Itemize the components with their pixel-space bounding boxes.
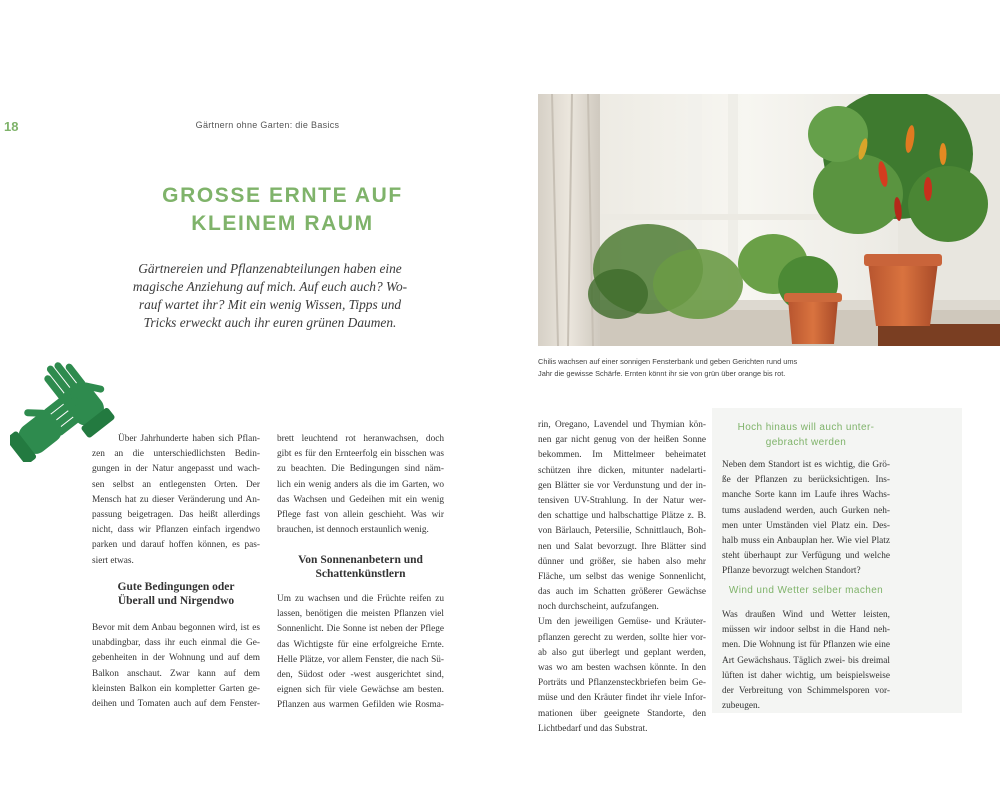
intro-line: Tricks erweckt auch ihr euren grünen Daumen. xyxy=(143,315,397,330)
text-line: gungen in der Natur angepasst und wach- xyxy=(92,464,260,475)
text-line: Um zu wachsen und die Früchte reifen zu xyxy=(277,594,444,604)
text-line: deihen und Tomaten auch auf dem Fenster- xyxy=(92,698,260,709)
sidebar-heading-weather xyxy=(722,583,890,598)
text-line: bekommen. Im Mittelmeer beheimatet xyxy=(538,450,706,461)
text-line: men. Die Wohnung ist für Pflanzen wie eine xyxy=(722,640,890,651)
text-line: gibt es für den Ernteerfolg ein bisschen was xyxy=(277,449,444,460)
photo-caption xyxy=(538,356,918,380)
text-line: müssen wir indoor selbst in die Hand neh- xyxy=(722,625,890,636)
page-title xyxy=(95,182,470,238)
text-line: men unter Umständen viel Platz ein. Des- xyxy=(722,520,890,531)
subheading-conditions xyxy=(92,580,260,608)
text-line: das Wachsen und Gedeihen mit ein wenig xyxy=(277,494,444,505)
text-line: brauchen, ist dennoch erstaunlich wenig. xyxy=(277,525,429,536)
text-line: Balkon anschaut. Zwar kann auf dem xyxy=(92,668,260,679)
text-line: zu beachten. Die Bedingungen sind näm- xyxy=(277,464,444,475)
sidebar-heading-line: Wind und Wetter selber machen xyxy=(728,585,884,596)
text-line: rin, Oregano, Lavendel und Thymian kön- xyxy=(538,420,706,430)
text-line: nen gar nicht genug von der heißen Sonne xyxy=(538,435,706,446)
title-line: KLEINEM RAUM xyxy=(191,212,374,235)
text-line: Porträts und Pflanzensteckbriefen beim Ge- xyxy=(538,678,706,689)
text-line: lassen, benötigen die meisten Pflanzen viel xyxy=(277,609,444,620)
caption-line: Jahr die gewisse Schärfe. Ernten könnt ihr sie von grün über orange bis rot. xyxy=(538,369,786,378)
text-line: pflanzen gerecht zu werden, sollte hier vor- xyxy=(538,632,706,643)
text-line: Pflanzen aus warmen Gefilden wie Rosma- xyxy=(277,700,444,711)
text-line: Um den jeweiligen Gemüse- und Kräuter- xyxy=(538,617,706,628)
text-line: mationen über geeignete Standorte, den xyxy=(538,708,706,719)
text-line: Über Jahrhunderte haben sich Pflan- xyxy=(118,434,260,444)
text-line: Fläche, um selbst das wenige Sonnenlicht, xyxy=(538,571,706,582)
subheading-line: Schattenkünstlern xyxy=(315,568,406,580)
text-line: das auch im Schatten größerer Gewächse xyxy=(538,587,706,598)
body-column-1b xyxy=(92,621,260,712)
text-line: gebenheiten in der Wohnung und auf dem xyxy=(92,653,260,664)
text-line: brett leuchtend rot heranwachsen, doch xyxy=(277,434,444,444)
page-number: 18 xyxy=(4,119,19,134)
text-line: unabdingbar, dass ihr euch einmal die Ge- xyxy=(92,638,260,649)
text-line: tums ausladend werden, auch Gurken neh- xyxy=(722,505,890,516)
sidebar-heading-height xyxy=(722,420,890,450)
text-line: sen selbst an entlegensten Orten. Der xyxy=(92,479,260,490)
body-column-3 xyxy=(538,418,706,737)
text-line: steht überhaupt zur Verfügung und welche xyxy=(722,551,890,562)
chili-window-photo xyxy=(538,94,1000,346)
text-line: Sonnenlicht. Die Sonne ist neben der Pflege xyxy=(277,624,444,635)
text-line: der Verbreitung von Schimmelsporen vor- xyxy=(722,685,890,696)
intro-line: Gärtnereien und Pflanzenabteilungen haben eine xyxy=(138,261,402,276)
text-line: halb muss ein Anbauplan her. Wie viel Platz xyxy=(722,535,890,546)
text-line: kleinsten Balkon ein kompletter Garten ge- xyxy=(92,683,260,694)
text-line: dünner und größer, sie haben also mehr xyxy=(538,556,706,567)
body-column-1 xyxy=(92,432,260,569)
text-line: müse und den Kräuter findet ihr viele Infor- xyxy=(538,693,706,704)
text-line: noch durchscheint, aufzufangen. xyxy=(538,602,659,613)
text-line: Pflege fast von allein geschieht. Was wir xyxy=(277,509,444,520)
text-line: eignen sich für viele Gewächse am besten. xyxy=(277,685,444,696)
intro-line: magische Anziehung auf mich. Auf euch auch? Wo- xyxy=(132,279,408,294)
text-line: manche Sorte kann im Laufe ihres Wachs- xyxy=(722,490,890,501)
text-line: nicht, dass wir Pflanzen einfach irgendwo xyxy=(92,525,260,536)
text-line: Art Gewächshaus. Täglich zwei- bis dreimal xyxy=(722,655,890,666)
text-line: Helle Plätze, vor allem Fenster, die nach Sü- xyxy=(277,654,444,665)
body-column-2b xyxy=(277,592,444,714)
sidebar-heading-line: gebracht werden xyxy=(765,437,847,448)
running-head: Gärtnern ohne Garten: die Basics xyxy=(195,120,340,130)
intro-text xyxy=(120,260,420,332)
text-line: Pflanze bevorzugt welchen Standort? xyxy=(722,566,861,577)
text-line: Mensch hat zu dieser Veränderung und An- xyxy=(92,494,260,505)
text-line: ab also gut überlegt und geplant werden, xyxy=(538,647,706,658)
text-line: was wo am besten wachsen könnte. In den xyxy=(538,663,706,673)
text-line: nen und Salat bevorzugt. Ihre Blätter sind xyxy=(538,541,706,552)
text-line: ße der Pflanzen zu berücksichtigen. Ins- xyxy=(722,475,890,486)
text-line: lüften ist daher wichtig, um beispielsweise xyxy=(722,670,890,681)
text-line: den, Südost oder -west ausgerichtet sind, xyxy=(277,669,444,680)
text-line: von Bärlauch, Petersilie, Schnittlauch, Boh- xyxy=(538,526,706,537)
intro-line: rauf wartet ihr? Mit ein wenig Wissen, Tipps und xyxy=(138,297,402,312)
text-line: das Wichtigste für eine erfolgreiche Ernte. xyxy=(277,639,444,650)
subheading-line: Gute Bedingungen oder xyxy=(117,581,235,593)
subheading-line: Von Sonnenanbetern und xyxy=(298,554,423,566)
text-line: Bevor mit dem Anbau begonnen wird, ist es xyxy=(92,623,260,633)
text-line: parken und darauf hoffen können, es pas- xyxy=(92,540,260,551)
text-line: lich ein wenig anders als die im Garten, wo xyxy=(277,479,444,490)
text-line: gen Blätter sie vor Verdunstung und der in- xyxy=(538,480,706,491)
subheading-sun-shade xyxy=(277,553,444,581)
text-line: zubeugen. xyxy=(722,701,760,712)
text-line: den schattige und halbschattige Plätze z. B. xyxy=(538,511,706,522)
text-line: Lichtbedarf und das Substrat. xyxy=(538,723,648,734)
text-line: Neben dem Standort ist es wichtig, die Grö- xyxy=(722,460,890,470)
text-line: passung beigetragen. Das heißt allerdings xyxy=(92,509,260,520)
subheading-line: Überall und Nirgendwo xyxy=(117,595,235,607)
caption-line: Chilis wachsen auf einer sonnigen Fensterbank und geben Gerichten rund ums xyxy=(538,357,798,366)
sidebar-heading-line: Hoch hinaus will auch unter- xyxy=(737,422,875,433)
text-line: Was draußen Wind und Wetter leisten, xyxy=(722,610,890,620)
text-line: zen an die unterschiedlichsten Bedin- xyxy=(92,449,260,460)
sidebar-text-1 xyxy=(722,458,890,580)
body-column-2 xyxy=(277,432,444,538)
text-line: tensiven UV-Strahlung. In der Natur wer- xyxy=(538,495,706,506)
sidebar-text-2 xyxy=(722,608,890,714)
text-line: siert etwas. xyxy=(92,555,134,566)
text-line: schützen ihre dicken, mitunter nadelarti- xyxy=(538,465,706,476)
title-line: GROSSE ERNTE AUF xyxy=(162,184,403,207)
